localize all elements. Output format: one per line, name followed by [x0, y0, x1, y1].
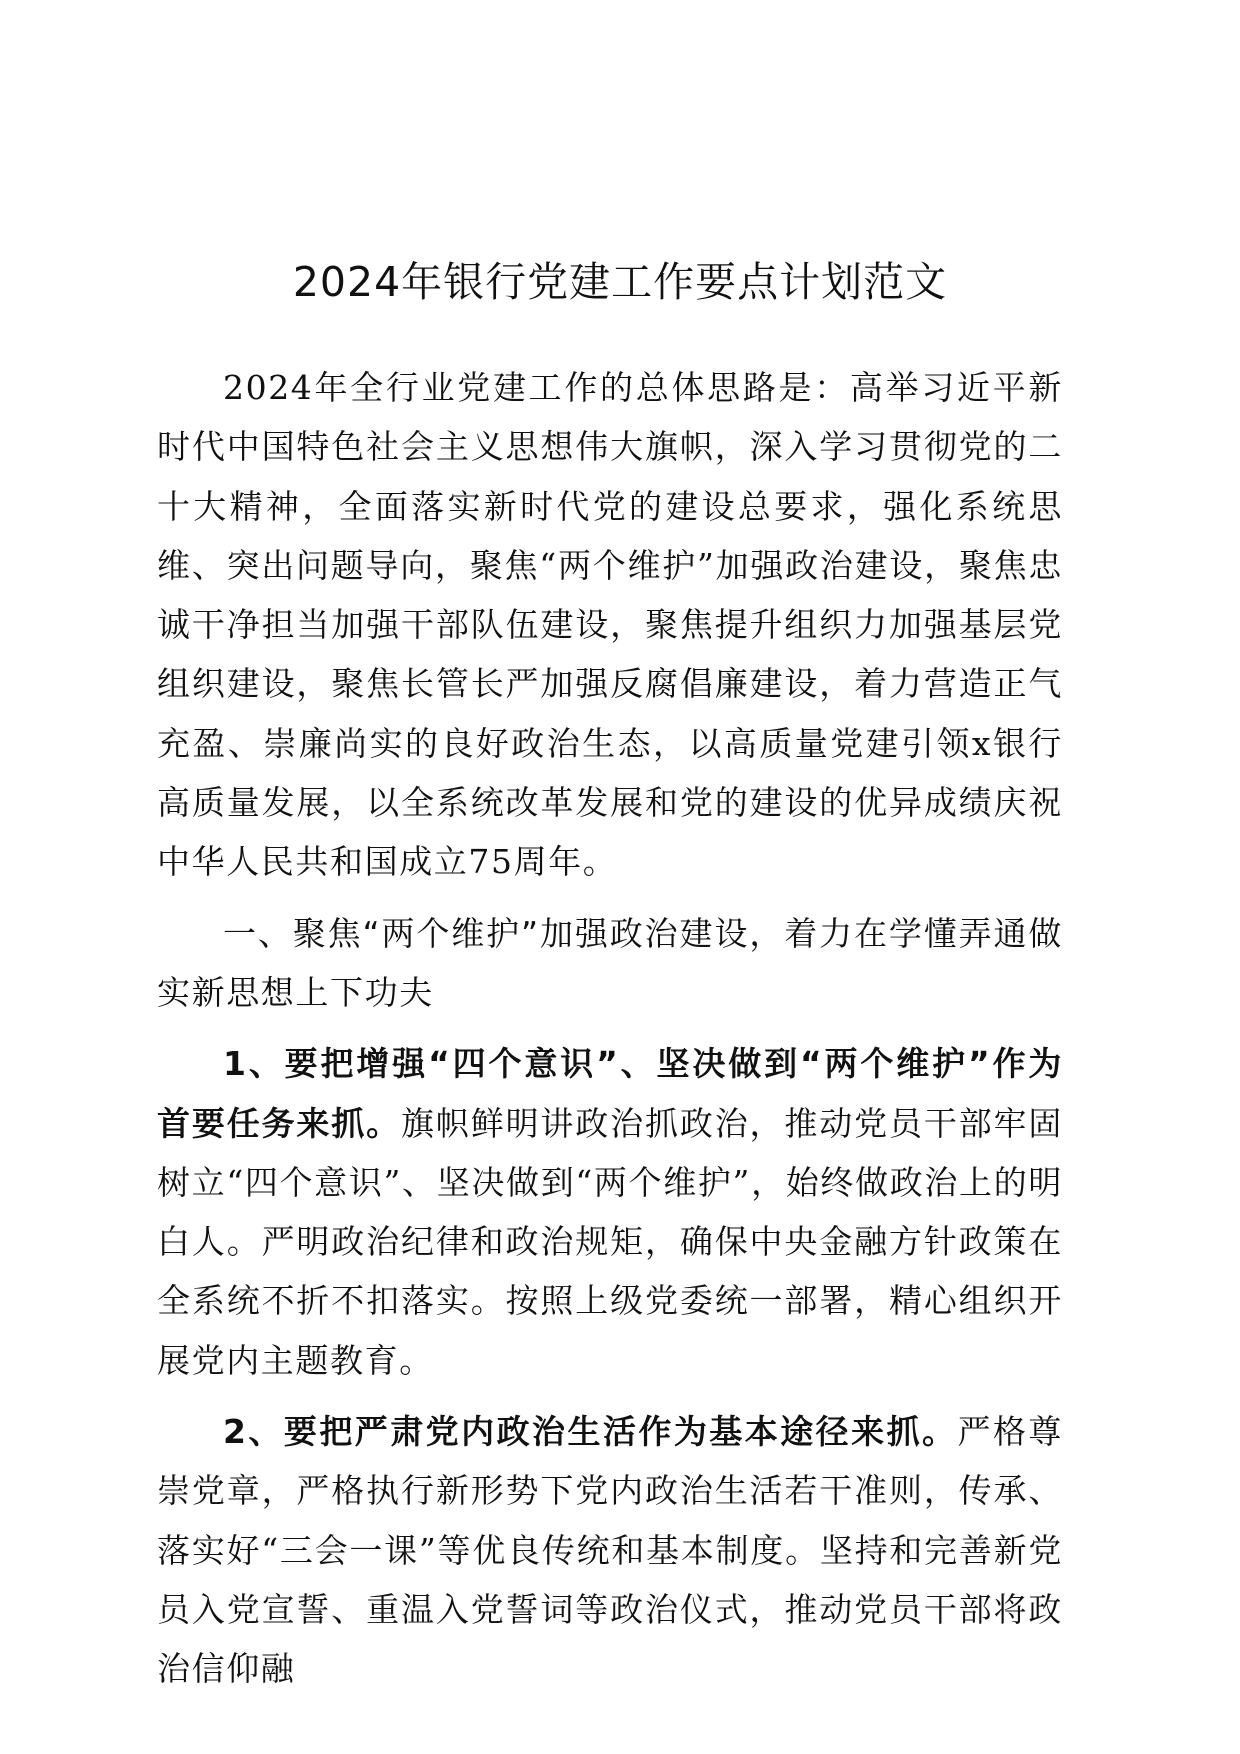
intro-paragraph: 2024年全行业党建工作的总体思路是：高举习近平新时代中国特色社会主义思想伟大旗帜，深入学习贯彻党的二十大精神，全面落实新时代党的建设总要求，强化系统思维、突出问题导向，聚焦“两个维护”加强政治建设，聚焦忠诚干净担当加强干部队伍建设，聚焦提升组织力加强基层党组织建设，聚焦长管长严加强反腐倡廉建设，着力营造正气充盈、崇廉尚实的良好政治生态，以高质量党建引领x银行高质量发展，以全系统改革发展和党的建设的优异成绩庆祝中华人民共和国成立75周年。 [157, 368, 1063, 882]
document-title: 2024年银行党建工作要点计划范文 [292, 258, 948, 306]
list-item-1-text: 旗帜鲜明讲政治抓政治，推动党员干部牢固树立“四个意识”、坚决做到“两个维护”，始终做政治上的明白人。严明政治纪律和政治规矩，确保中央金融方针政策在全系统不折不扣落实。按照上级党委统一部署，精心组织开展党内主题教育。 [157, 1103, 1064, 1380]
section-heading: 一、聚焦“两个维护”加强政治建设，着力在学懂弄通做实新思想上下功夫 [157, 913, 1063, 1012]
list-item-2-lead: 2、要把严肃党内政治生活作为基本途径来抓。 [223, 1412, 958, 1452]
list-item-1 [157, 1034, 1063, 1390]
document-body [157, 358, 1063, 1699]
list-item-2 [157, 1402, 1063, 1698]
list-item-1-lead: 1、要把增强“四个意识”、坚决做到“两个维护”作为首要任务来抓。 [157, 1044, 1063, 1143]
list-item-2-text: 严格尊崇党章，严格执行新形势下党内政治生活若干准则，传承、落实好“三会一课”等优良传统和基本制度。坚持和完善新党员入党宣誓、重温入党誓词等政治仪式，推动党员干部将政治信仰融 [157, 1412, 1063, 1689]
